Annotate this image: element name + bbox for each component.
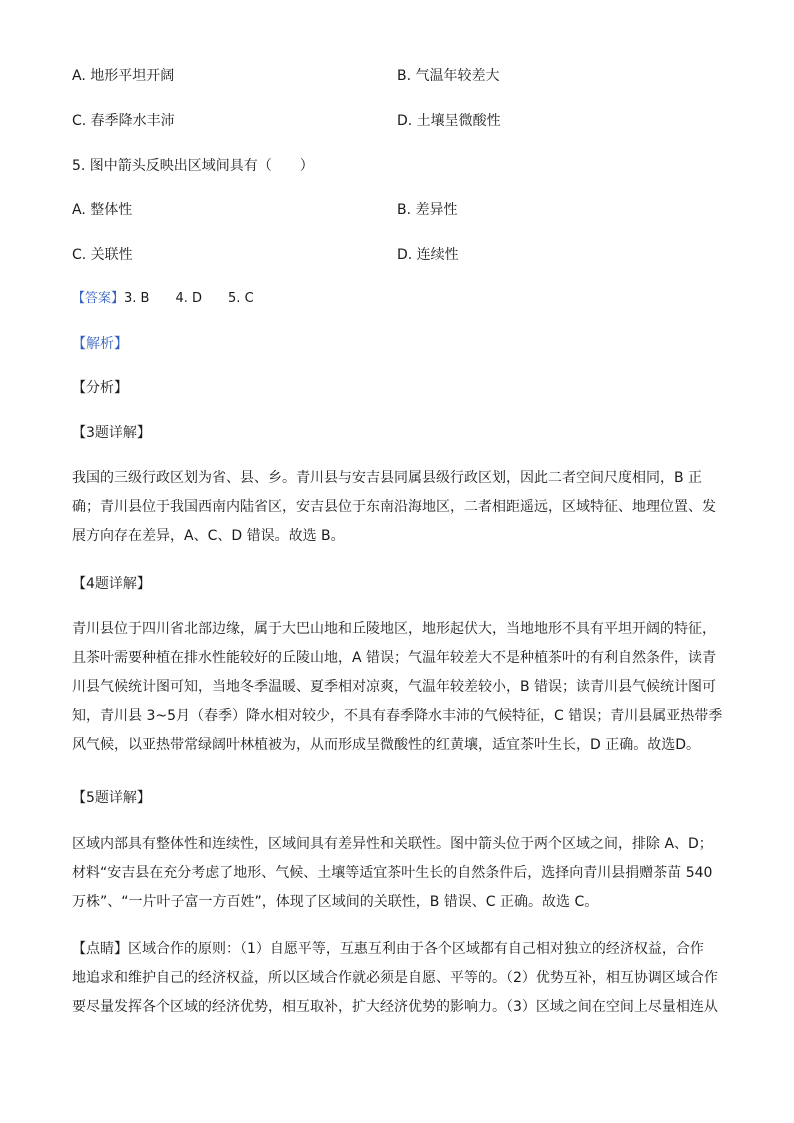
q4-detail-line: 知，青川县 3~5月（春季）降水相对较少，不具有春季降水丰沛的气候特征，C 错误；青川县属亚热带季	[72, 708, 723, 724]
q5-detail-paragraph	[72, 830, 724, 917]
q5-detail-line: 万株”、“一片叶子富一方百姓”，体现了区域间的关联性，B 错误、C 正确。故选 C。	[72, 894, 599, 910]
q5-stem: 5. 图中箭头反映出区域间具有（ ）	[72, 158, 314, 174]
analysis-tag: 【解析】	[72, 336, 128, 352]
q4-detail-line: 且茶叶需要种植在排水性能较好的丘陵山地，A 错误；气温年较差大不是种植茶叶的有利自然条件，读青	[72, 650, 717, 666]
q5-option-d[interactable]: D. 连续性	[397, 247, 459, 263]
dianjing-tag: 【点睛】	[72, 941, 128, 957]
q4-detail-line: 川县气候统计图可知，当地冬季温暖、夏季相对凉爽，气温年较差较小，B 错误；读青川县气候统计图可	[72, 679, 717, 695]
q4-option-a[interactable]: A. 地形平坦开阔	[72, 68, 175, 84]
q5-detail-line: 材料“安吉县在充分考虑了地形、气候、土壤等适宜茶叶生长的自然条件后，选择向青川县捐赠茶苗 540	[72, 865, 713, 881]
q4-detail-line: 青川县位于四川省北部边缘，属于大巴山地和丘陵地区，地形起伏大，当地地形不具有平坦开阔的特征，	[72, 621, 716, 637]
dianjing-line: 区域合作的原则：（1）自愿平等，互惠互利由于各个区域都有自己相对独立的经济权益，合作	[128, 941, 704, 957]
q5-option-a[interactable]: A. 整体性	[72, 202, 133, 218]
q5-option-b[interactable]: B. 差异性	[397, 202, 458, 218]
q3-detail-line: 我国的三级行政区划为省、县、乡。青川县与安吉县同属县级行政区划，因此二者空间尺度相同，B 正	[72, 470, 703, 486]
dianjing-line: 要尽量发挥各个区域的经济优势，相互取补，扩大经济优势的影响力。（3）区域之间在空间上尽量相连从	[72, 999, 718, 1015]
answer-item-5: 5. C	[228, 291, 254, 306]
q5-option-c[interactable]: C. 关联性	[72, 247, 133, 263]
q5-detail-line: 区域内部具有整体性和连续性，区域间具有差异性和关联性。图中箭头位于两个区域之间，排除 A、D；	[72, 836, 713, 852]
answer-item-3: 3. B	[124, 291, 150, 306]
q4-detail-paragraph	[72, 615, 724, 760]
answer-tag: 【答案】	[72, 291, 125, 306]
q4-option-d[interactable]: D. 土壤呈微酸性	[397, 113, 501, 129]
q4-option-c[interactable]: C. 春季降水丰沛	[72, 113, 175, 129]
answer-line	[72, 287, 280, 311]
dianjing-line-1	[72, 935, 724, 964]
dianjing-line: 地追求和维护自己的经济权益，所以区域合作就必须是自愿、平等的。（2）优势互补，相互协调区域合作	[72, 970, 718, 986]
q3-detail-tag: 【3题详解】	[72, 425, 151, 441]
q5-detail-tag: 【5题详解】	[72, 790, 151, 806]
q3-detail-line: 展方向存在差异，A、C、D 错误。故选 B。	[72, 528, 345, 544]
q5-options-row-1	[72, 198, 732, 222]
q4-options-row-2	[72, 109, 732, 133]
q3-detail-paragraph	[72, 464, 724, 551]
answer-item-4: 4. D	[175, 291, 203, 306]
dianjing-paragraph	[72, 935, 724, 1022]
q5-options-row-2	[72, 243, 732, 267]
q4-detail-tag: 【4题详解】	[72, 576, 151, 592]
q3-detail-line: 确；青川县位于我国西南内陆省区，安吉县位于东南沿海地区，二者相距遥远，区域特征、地理位置、发	[72, 499, 716, 515]
q4-detail-line: 风气候，以亚热带常绿阔叶林植被为，从而形成呈微酸性的红黄壤，适宜茶叶生长，D 正确。故选D。	[72, 737, 701, 753]
q4-options-row-1	[72, 64, 732, 88]
q4-option-b[interactable]: B. 气温年较差大	[397, 68, 500, 84]
fenxi-tag: 【分析】	[72, 380, 128, 396]
